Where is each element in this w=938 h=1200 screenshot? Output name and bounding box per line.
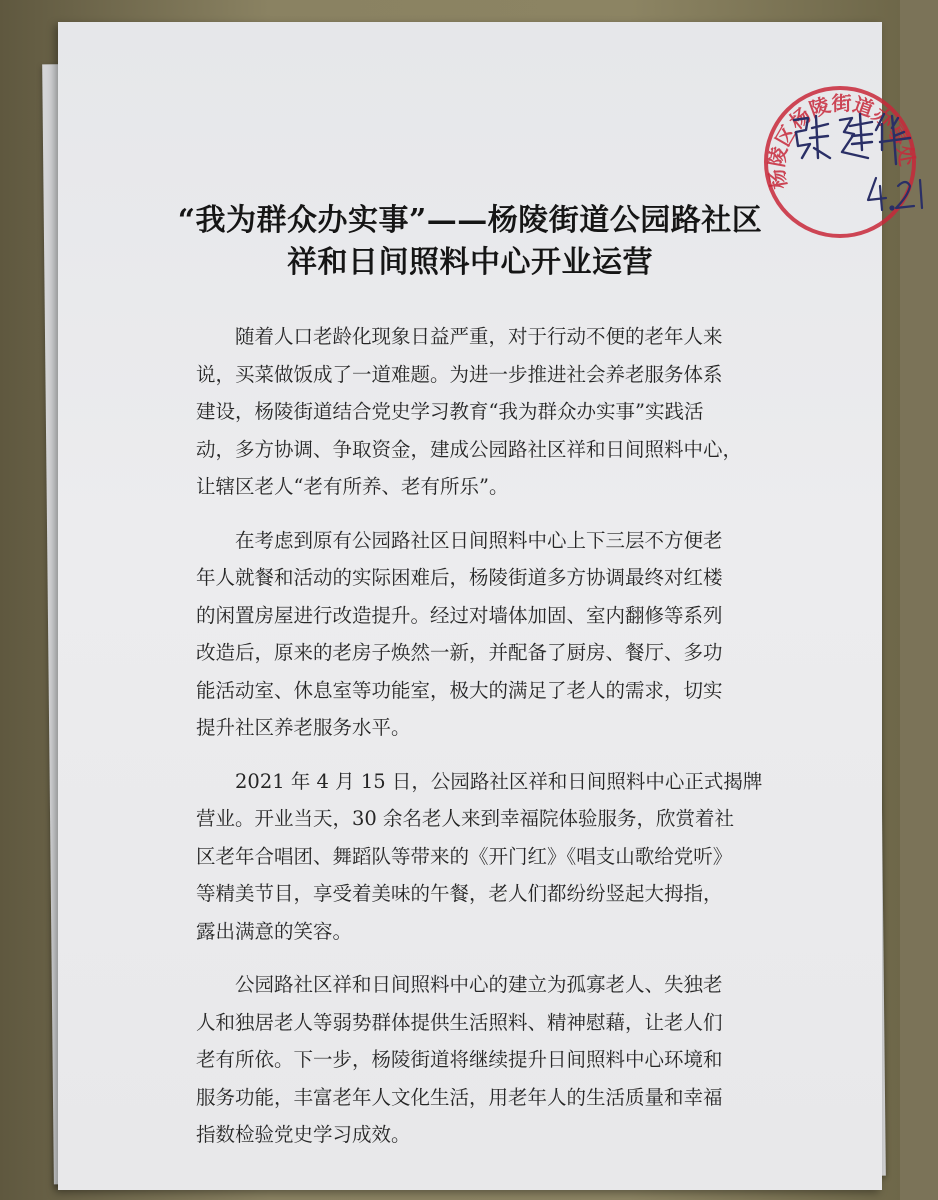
document-body	[196, 318, 796, 1154]
text-line: 建设，杨陵街道结合党史学习教育“我为群众办实事”实践活	[196, 400, 704, 423]
title-line-1: “我为群众办实事”——杨陵街道公园路社区	[177, 203, 763, 238]
text-line: 营业。开业当天，30 余名老人来到幸福院体验服务，欣赏着社	[196, 807, 735, 830]
text-line: 2021 年 4 月 15 日，公园路社区祥和日间照料中心正式揭牌	[235, 769, 763, 793]
paper-sheet	[58, 22, 920, 1190]
paragraph-3	[196, 763, 796, 951]
text-line: 露出满意的笑容。	[196, 919, 353, 943]
text-line: 能活动室、休息室等功能室，极大的满足了老人的需求，切实	[196, 678, 723, 702]
paragraph-2	[196, 522, 796, 747]
text-line: 的闲置房屋进行改造提升。经过对墙体加固、室内翻修等系列	[196, 603, 723, 627]
document-title	[58, 200, 882, 284]
paragraph-4	[196, 966, 796, 1154]
text-line: 让辖区老人“老有所养、老有所乐”。	[196, 475, 509, 498]
text-line: 随着人口老龄化现象日益严重，对于行动不便的老年人来	[235, 325, 723, 348]
seal-text: 杨陵区杨陵街道办事处	[764, 91, 920, 191]
title-line-2: 祥和日间照料中心开业运营	[287, 245, 653, 280]
handwritten-signature	[788, 106, 938, 216]
text-line: 提升社区养老服务水平。	[196, 716, 411, 739]
text-line: 人和独居老人等弱势群体提供生活照料、精神慰藉，让老人们	[196, 1010, 723, 1034]
text-line: 服务功能，丰富老年人文化生活，用老年人的生活质量和幸福	[196, 1085, 723, 1109]
text-line: 说，买菜做饭成了一道难题。为进一步推进社会养老服务体系	[196, 362, 723, 386]
text-line: 年人就餐和活动的实际困难后，杨陵街道多方协调最终对红楼	[196, 566, 723, 589]
text-line: 指数检验党史学习成效。	[196, 1123, 411, 1146]
text-line: 在考虑到原有公园路社区日间照料中心上下三层不方便老	[235, 528, 723, 552]
text-line: 动，多方协调、争取资金，建成公园路社区祥和日间照料中心，	[196, 437, 743, 461]
text-line: 公园路社区祥和日间照料中心的建立为孤寡老人、失独老	[235, 973, 723, 996]
text-line: 改造后，原来的老房子焕然一新，并配备了厨房、餐厅、多功	[196, 641, 723, 664]
text-line: 老有所依。下一步，杨陵街道将继续提升日间照料中心环境和	[196, 1048, 723, 1071]
text-line: 区老年合唱团、舞蹈队等带来的《开门红》《唱支山歌给党听》	[196, 844, 733, 868]
text-line: 等精美节目，享受着美味的午餐，老人们都纷纷竖起大拇指，	[196, 882, 723, 905]
paragraph-1	[196, 318, 796, 506]
